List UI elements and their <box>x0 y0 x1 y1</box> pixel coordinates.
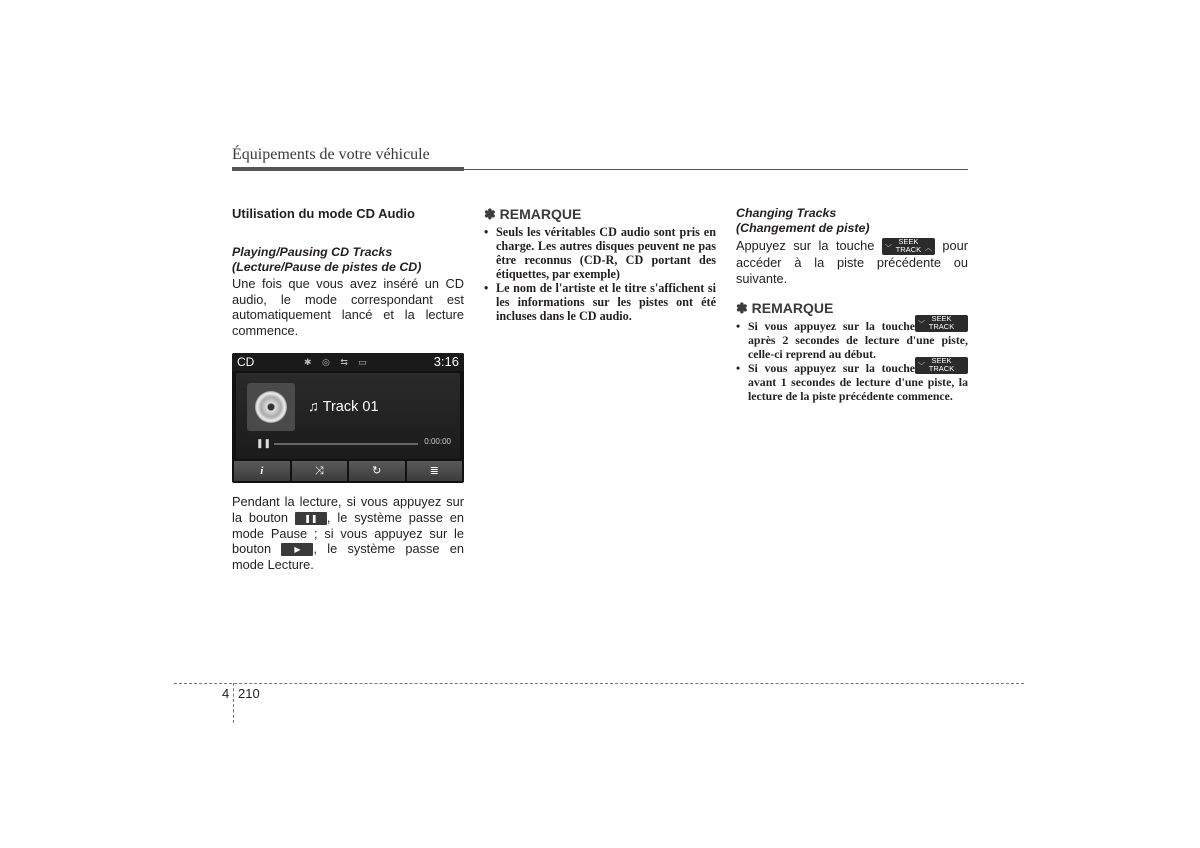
seek-label: SEEK <box>931 356 952 366</box>
intro-paragraph: Une fois que vous avez inséré un CD audio, le mode correspondant est automatiquement lancé et la lecture commence. <box>232 276 464 338</box>
paragraph-text: , le système passe en mode Pause ; si vous appuyez sur le bouton <box>232 509 465 557</box>
remark-list <box>484 225 716 323</box>
info-icon: i <box>234 461 290 481</box>
page-header-title: Équipements de votre véhicule <box>232 146 430 163</box>
remark-item-text: Le nom de l'artiste et le titre s'affichent si les informations sur les pistes ont été incluses dans le CD audio. <box>496 281 716 323</box>
disc-icon <box>255 391 287 423</box>
section-heading: Utilisation du mode CD Audio <box>232 206 415 221</box>
subheading-line-2: (Changement de piste) <box>736 220 870 235</box>
header-rule-thick <box>232 167 464 171</box>
paragraph-text: Pendant la lecture, si vous appuyez sur la bouton <box>232 494 464 525</box>
seek-track-button-icon <box>915 315 968 332</box>
paragraph-text: Appuyez sur la touche <box>736 238 875 253</box>
remark-item: • Si vous appuyez sur la touche ﹀ SEEK TRACK avant 1 secondes de lecture d'une piste, la lecture de la piste précédente commence. <box>736 356 968 404</box>
seek-label: SEEK <box>898 237 919 247</box>
pause-icon: ❚❚ <box>256 438 272 449</box>
screen-button-bar <box>234 461 462 481</box>
repeat-icon: ↻ <box>349 461 405 481</box>
cd-screen-illustration <box>232 353 464 483</box>
play-button-icon <box>281 543 313 556</box>
chevron-down-icon: ﹀ <box>918 321 925 329</box>
track-label: TRACK <box>928 322 955 332</box>
track-title: ♫ Track 01 <box>308 399 379 416</box>
pause-play-paragraph <box>232 494 464 572</box>
subheading-play-pause <box>232 245 464 274</box>
remark-item: • Le nom de l'artiste et le titre s'affichent si les informations sur les pistes ont été incluses dans le CD audio. <box>484 281 716 323</box>
album-art <box>247 383 295 431</box>
chapter-number: 4 <box>222 686 230 701</box>
subheading-line-1: Changing Tracks <box>736 206 837 220</box>
subheading-line-1: Playing/Pausing CD Tracks <box>232 245 393 259</box>
remark-item-text: Si vous appuyez sur la touche <box>748 319 915 334</box>
subheading-changing-tracks <box>736 206 968 235</box>
column-cd-audio <box>232 206 464 572</box>
screen-mode-label: CD <box>237 355 255 370</box>
footer-vertical-rule <box>233 683 234 723</box>
paragraph-text: , le système passe en mode Lecture. <box>232 541 464 572</box>
paragraph-text: pour accéder à la piste précédente ou suivante. <box>736 238 968 286</box>
track-label: TRACK <box>895 245 922 255</box>
elapsed-time: 0:00:00 <box>424 437 451 447</box>
track-label: TRACK <box>928 364 955 374</box>
screen-main-area <box>236 373 460 459</box>
remark-list <box>736 314 968 404</box>
shuffle-icon: ⤨ <box>292 461 348 481</box>
chevron-down-icon: ﹀ <box>918 363 925 371</box>
remark-item: • Si vous appuyez sur la touche ﹀ SEEK TRACK après 2 secondes de lecture d'une piste, celle-ci reprend au début. <box>736 314 968 362</box>
screen-status-bar <box>232 353 464 371</box>
pause-glyph: ❚❚ <box>304 514 318 524</box>
play-glyph: ▶ <box>294 545 301 555</box>
chevron-down-icon: ﹀ <box>884 245 892 253</box>
pause-button-icon <box>295 512 327 525</box>
chevron-up-icon: ︿ <box>924 245 932 253</box>
remark-heading: ✽ REMARQUE <box>736 300 834 317</box>
column-changing-tracks <box>736 206 968 403</box>
screen-status-icons: ✱ ◎ ⇆ ▭ <box>304 357 371 368</box>
header-rule-thin <box>464 169 968 170</box>
seek-label: SEEK <box>931 314 952 324</box>
seek-track-button-icon <box>882 238 935 255</box>
remark-item-text: avant 1 secondes de lecture d'une piste, la lecture de la piste précédente commence. <box>748 375 968 404</box>
page-number: 210 <box>238 686 260 701</box>
seek-track-button-icon <box>915 357 968 374</box>
remark-item-text: Si vous appuyez sur la touche <box>748 361 915 376</box>
remark-heading: ✽ REMARQUE <box>484 206 582 222</box>
column-remarque <box>484 206 716 323</box>
progress-bar <box>274 443 418 445</box>
remark-item: • Seuls les véritables CD audio sont pris en charge. Les autres disques peuvent ne pas être reconnus (CD-R, CD portant des étiquettes, par exemple) <box>484 225 716 281</box>
changing-tracks-paragraph <box>736 238 968 286</box>
footer-rule <box>174 683 1024 684</box>
remark-item-text: après 2 secondes de lecture d'une piste, celle-ci reprend au début. <box>748 333 968 362</box>
screen-clock: 3:16 <box>433 354 459 370</box>
list-icon: ≣ <box>407 461 463 481</box>
subheading-line-2: (Lecture/Pause de pistes de CD) <box>232 259 422 274</box>
remark-item-text: Seuls les véritables CD audio sont pris en charge. Les autres disques peuvent ne pas être reconnus (CD-R, CD portant des étiquettes, par exemple) <box>496 225 716 281</box>
